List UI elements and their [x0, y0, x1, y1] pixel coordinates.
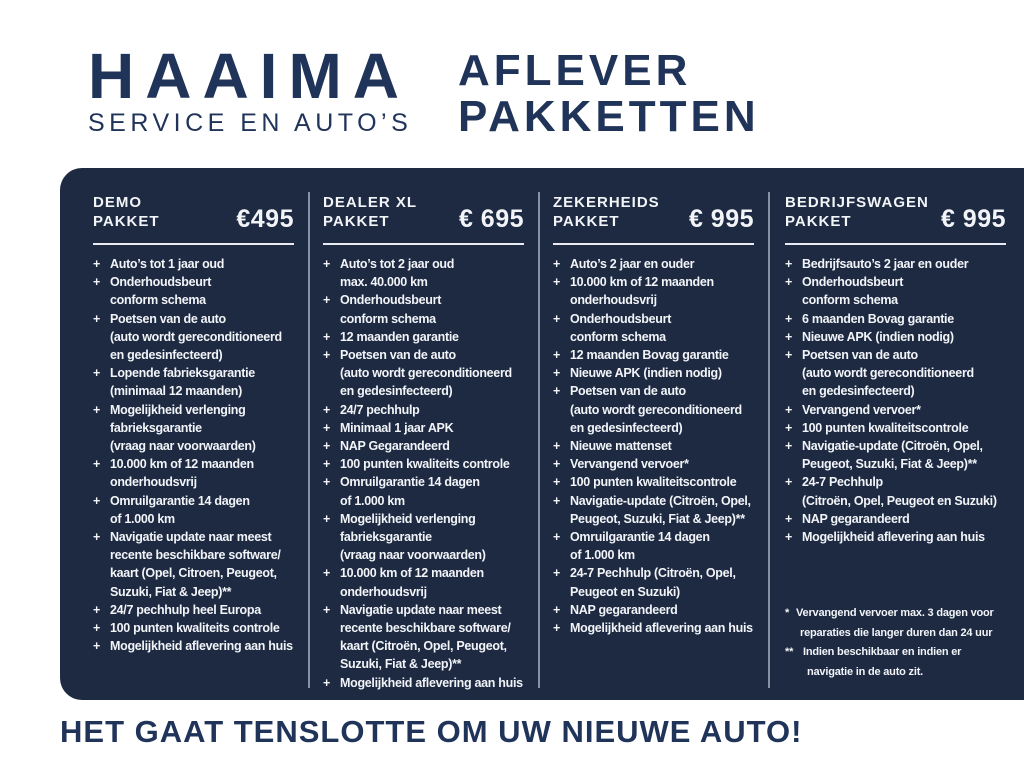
- package-item-line: (auto wordt gereconditioneerd: [802, 366, 974, 381]
- plus-bullet-icon: +: [93, 402, 100, 417]
- package-item-line: Navigatie-update (Citroën, Opel,: [802, 439, 983, 454]
- package-item-line: 10.000 km of 12 maanden: [570, 275, 714, 290]
- package-price: €495: [236, 205, 294, 233]
- package-item: [785, 310, 1010, 328]
- package-item: [553, 564, 758, 600]
- footnote: [785, 643, 1010, 682]
- package-item: [323, 674, 528, 692]
- package-item-line: en gedesinfecteerd): [110, 348, 223, 363]
- plus-bullet-icon: +: [785, 329, 792, 344]
- package-title-line: PAKKET: [785, 213, 852, 230]
- plus-bullet-icon: +: [93, 275, 100, 290]
- package-item-line: Mogelijkheid aflevering aan huis: [340, 675, 523, 690]
- package-header: [553, 193, 754, 245]
- package-price: € 695: [458, 205, 524, 233]
- plus-bullet-icon: +: [93, 621, 100, 636]
- plus-bullet-icon: +: [323, 420, 330, 435]
- plus-bullet-icon: +: [323, 329, 330, 344]
- package-item-line: fabrieksgarantie: [110, 420, 202, 435]
- package-item: [93, 364, 298, 400]
- plus-bullet-icon: +: [785, 530, 792, 545]
- plus-bullet-icon: +: [553, 311, 560, 326]
- package-item: [553, 619, 758, 637]
- package-item-line: Onderhoudsbeurt: [340, 293, 442, 308]
- package-item: [93, 401, 298, 456]
- package-item-line: kaart (Citroën, Opel, Peugeot,: [340, 639, 507, 654]
- package-column: [768, 168, 1024, 700]
- plus-bullet-icon: +: [93, 257, 100, 271]
- plus-bullet-icon: +: [785, 311, 792, 326]
- package-title: [323, 193, 417, 231]
- plus-bullet-icon: +: [553, 602, 560, 617]
- package-item: [323, 437, 528, 455]
- package-item-line: en gedesinfecteerd): [802, 384, 915, 399]
- package-column: [60, 168, 308, 700]
- package-item-list: [323, 255, 528, 692]
- package-title-line: PAKKET: [553, 213, 620, 230]
- package-item-line: 12 maanden garantie: [340, 329, 459, 344]
- package-item-line: Peugeot en Suzuki): [570, 584, 680, 599]
- package-item: [785, 401, 1010, 419]
- package-item-line: Onderhoudsbeurt: [110, 275, 212, 290]
- plus-bullet-icon: +: [785, 275, 792, 290]
- package-item-line: 24-7 Pechhulp: [802, 475, 883, 490]
- package-price: € 995: [940, 205, 1006, 233]
- plus-bullet-icon: +: [323, 602, 330, 617]
- package-item-line: NAP gegarandeerd: [570, 602, 678, 617]
- package-item-line: Poetsen van de auto: [110, 311, 226, 326]
- footer-slogan: HET GAAT TENSLOTTE OM UW NIEUWE AUTO!: [60, 714, 803, 749]
- page-title-line1: AFLEVER: [458, 46, 692, 95]
- package-item-line: max. 40.000 km: [340, 275, 428, 290]
- package-header: [93, 193, 294, 245]
- plus-bullet-icon: +: [785, 402, 792, 417]
- package-item: [553, 492, 758, 528]
- plus-bullet-icon: +: [553, 366, 560, 381]
- brand-logo: [88, 40, 413, 140]
- package-title-line: PAKKET: [323, 213, 390, 230]
- package-item-line: Peugeot, Suzuki, Fiat & Jeep)**: [802, 457, 977, 472]
- package-item: [553, 601, 758, 619]
- plus-bullet-icon: +: [323, 475, 330, 490]
- package-item: [785, 528, 1010, 546]
- package-item: [93, 492, 298, 528]
- package-item-line: Navigatie update naar meest: [340, 602, 502, 617]
- plus-bullet-icon: +: [785, 420, 792, 435]
- package-item-line: 100 punten kwaliteits controle: [110, 621, 280, 636]
- brand-name: HAAIMA: [88, 40, 410, 112]
- package-item: [323, 255, 528, 291]
- page-title: [458, 48, 760, 140]
- plus-bullet-icon: +: [93, 639, 100, 654]
- plus-bullet-icon: +: [785, 511, 792, 526]
- package-item-line: 100 punten kwaliteitscontrole: [802, 420, 969, 435]
- package-item: [323, 455, 528, 473]
- package-item-line: of 1.000 km: [340, 493, 405, 508]
- package-item: [553, 310, 758, 346]
- package-item-line: of 1.000 km: [570, 548, 635, 563]
- package-item-line: conform schema: [802, 293, 898, 308]
- package-item: [323, 601, 528, 674]
- package-item-line: 6 maanden Bovag garantie: [802, 311, 954, 326]
- package-item: [553, 382, 758, 437]
- footnote: [785, 604, 1010, 643]
- package-item-line: Auto’s tot 2 jaar oud: [340, 257, 455, 271]
- plus-bullet-icon: +: [323, 566, 330, 581]
- package-item-line: (auto wordt gereconditioneerd: [110, 329, 282, 344]
- footnote-line: navigatie in de auto zit.: [807, 665, 924, 678]
- package-item: [553, 273, 758, 309]
- plus-bullet-icon: +: [323, 511, 330, 526]
- package-title-line: DEALER XL: [323, 194, 418, 211]
- package-item-line: onderhoudsvrij: [570, 293, 657, 308]
- plus-bullet-icon: +: [553, 621, 560, 636]
- plus-bullet-icon: +: [93, 602, 100, 617]
- package-title-line: ZEKERHEIDS: [553, 194, 660, 211]
- footnote-line: reparaties die langer duren dan 24 uur: [800, 626, 993, 639]
- package-item-line: NAP Gegarandeerd: [340, 439, 450, 454]
- package-item: [323, 419, 528, 437]
- plus-bullet-icon: +: [93, 530, 100, 545]
- package-title-line: BEDRIJFSWAGEN: [785, 194, 929, 211]
- package-item: [323, 564, 528, 600]
- package-item-line: 12 maanden Bovag garantie: [570, 348, 729, 363]
- plus-bullet-icon: +: [93, 311, 100, 326]
- package-item-line: Peugeot, Suzuki, Fiat & Jeep)**: [570, 511, 745, 526]
- plus-bullet-icon: +: [553, 257, 560, 271]
- package-item-line: 10.000 km of 12 maanden: [340, 566, 484, 581]
- plus-bullet-icon: +: [553, 439, 560, 454]
- package-item-line: Mogelijkheid aflevering aan huis: [570, 621, 753, 636]
- package-item-line: Nieuwe APK (indien nodig): [570, 366, 722, 381]
- package-item-line: (auto wordt gereconditioneerd: [570, 402, 742, 417]
- packages-panel: [60, 168, 1024, 700]
- plus-bullet-icon: +: [323, 402, 330, 417]
- plus-bullet-icon: +: [553, 475, 560, 490]
- package-item-line: Mogelijkheid aflevering aan huis: [110, 639, 293, 654]
- package-item-line: Vervangend vervoer*: [802, 402, 921, 417]
- package-item: [785, 510, 1010, 528]
- package-item: [785, 328, 1010, 346]
- package-item-line: Minimaal 1 jaar APK: [340, 420, 454, 435]
- package-item-line: (vraag naar voorwaarden): [110, 439, 256, 454]
- package-item-line: Vervangend vervoer*: [570, 457, 689, 472]
- package-item: [785, 273, 1010, 309]
- package-item-line: Lopende fabrieksgarantie: [110, 366, 255, 381]
- package-item-line: Auto’s 2 jaar en ouder: [570, 257, 695, 271]
- package-item: [553, 255, 758, 273]
- package-item: [93, 255, 298, 273]
- package-title-line: DEMO: [93, 194, 142, 211]
- package-item-list: [553, 255, 758, 637]
- package-item-line: Onderhoudsbeurt: [570, 311, 672, 326]
- package-item: [93, 528, 298, 601]
- package-item: [785, 255, 1010, 273]
- package-price: € 995: [688, 205, 754, 233]
- package-item-line: Navigatie-update (Citroën, Opel,: [570, 493, 751, 508]
- package-item: [323, 346, 528, 401]
- package-item: [785, 346, 1010, 401]
- package-item: [93, 601, 298, 619]
- package-item-line: NAP gegarandeerd: [802, 511, 910, 526]
- plus-bullet-icon: +: [553, 384, 560, 399]
- plus-bullet-icon: +: [785, 257, 792, 271]
- package-item-line: (Citroën, Opel, Peugeot en Suzuki): [802, 493, 997, 508]
- package-item-line: of 1.000 km: [110, 511, 175, 526]
- package-item: [323, 401, 528, 419]
- package-item-line: onderhoudsvrij: [110, 475, 197, 490]
- package-item-line: conform schema: [570, 329, 666, 344]
- plus-bullet-icon: +: [553, 530, 560, 545]
- package-item-list: [93, 255, 298, 655]
- package-item-line: recente beschikbare software/: [340, 621, 511, 636]
- brand-tagline: SERVICE EN AUTO’S: [88, 109, 413, 137]
- package-item-line: kaart (Opel, Citroen, Peugeot,: [110, 566, 277, 581]
- package-item-line: recente beschikbare software/: [110, 548, 281, 563]
- package-item-line: Mogelijkheid verlenging: [110, 402, 246, 417]
- package-item-line: Suzuki, Fiat & Jeep)**: [340, 657, 462, 672]
- package-item: [93, 637, 298, 655]
- package-item: [553, 346, 758, 364]
- package-item: [553, 473, 758, 491]
- package-item-line: Nieuwe APK (indien nodig): [802, 329, 954, 344]
- package-item-line: 24/7 pechhulp: [340, 402, 420, 417]
- package-item-line: en gedesinfecteerd): [340, 384, 453, 399]
- package-title: [553, 193, 660, 231]
- plus-bullet-icon: +: [553, 275, 560, 290]
- package-item-line: Mogelijkheid verlenging: [340, 511, 476, 526]
- plus-bullet-icon: +: [93, 366, 100, 381]
- package-item: [323, 510, 528, 565]
- plus-bullet-icon: +: [785, 439, 792, 454]
- package-item-line: Navigatie update naar meest: [110, 530, 272, 545]
- plus-bullet-icon: +: [323, 293, 330, 308]
- package-item-line: en gedesinfecteerd): [570, 420, 683, 435]
- package-item: [93, 273, 298, 309]
- plus-bullet-icon: +: [553, 493, 560, 508]
- package-title: [93, 193, 160, 231]
- package-item-line: 100 punten kwaliteitscontrole: [570, 475, 737, 490]
- package-item-line: (auto wordt gereconditioneerd: [340, 366, 512, 381]
- package-item: [323, 291, 528, 327]
- plus-bullet-icon: +: [323, 675, 330, 690]
- plus-bullet-icon: +: [553, 566, 560, 581]
- plus-bullet-icon: +: [323, 439, 330, 454]
- plus-bullet-icon: +: [785, 348, 792, 363]
- package-header: [323, 193, 524, 245]
- package-item-line: Omruilgarantie 14 dagen: [340, 475, 480, 490]
- package-item-line: Onderhoudsbeurt: [802, 275, 904, 290]
- package-item-line: 24/7 pechhulp heel Europa: [110, 602, 261, 617]
- package-item-line: conform schema: [110, 293, 206, 308]
- plus-bullet-icon: +: [93, 457, 100, 472]
- package-title: [785, 193, 929, 231]
- package-item: [323, 473, 528, 509]
- package-item-line: Poetsen van de auto: [340, 348, 456, 363]
- package-item-line: 24-7 Pechhulp (Citroën, Opel,: [570, 566, 736, 581]
- footnote-line: Vervangend vervoer max. 3 dagen voor: [796, 607, 994, 619]
- package-item-line: (vraag naar voorwaarden): [340, 548, 486, 563]
- package-item: [93, 619, 298, 637]
- footnote-marker: *: [785, 607, 790, 619]
- package-item: [93, 310, 298, 365]
- package-item-list: [785, 255, 1010, 546]
- plus-bullet-icon: +: [553, 457, 560, 472]
- package-item-line: fabrieksgarantie: [340, 530, 432, 545]
- package-item-line: Omruilgarantie 14 dagen: [110, 493, 250, 508]
- package-item: [785, 473, 1010, 509]
- package-item-line: Bedrijfsauto’s 2 jaar en ouder: [802, 257, 969, 271]
- package-item: [553, 455, 758, 473]
- package-item-line: onderhoudsvrij: [340, 584, 427, 599]
- plus-bullet-icon: +: [323, 348, 330, 363]
- plus-bullet-icon: +: [553, 348, 560, 363]
- package-item: [93, 455, 298, 491]
- package-item-line: Poetsen van de auto: [802, 348, 918, 363]
- package-title-line: PAKKET: [93, 213, 160, 230]
- package-item-line: Mogelijkheid aflevering aan huis: [802, 530, 985, 545]
- package-item: [785, 419, 1010, 437]
- package-item: [553, 364, 758, 382]
- package-item: [785, 437, 1010, 473]
- package-item-line: Omruilgarantie 14 dagen: [570, 530, 710, 545]
- package-item-line: (minimaal 12 maanden): [110, 384, 242, 399]
- package-item: [323, 328, 528, 346]
- plus-bullet-icon: +: [323, 257, 330, 271]
- package-item-line: conform schema: [340, 311, 436, 326]
- package-column: [308, 168, 538, 700]
- package-item: [553, 528, 758, 564]
- plus-bullet-icon: +: [323, 457, 330, 472]
- footnotes: [785, 604, 1010, 686]
- page-title-line2: PAKKETTEN: [458, 92, 760, 141]
- package-header: [785, 193, 1006, 245]
- package-item-line: 10.000 km of 12 maanden: [110, 457, 254, 472]
- plus-bullet-icon: +: [785, 475, 792, 490]
- package-item-line: Nieuwe mattenset: [570, 439, 672, 454]
- package-item-line: Poetsen van de auto: [570, 384, 686, 399]
- footnote-line: Indien beschikbaar en indien er: [803, 646, 962, 658]
- package-column: [538, 168, 768, 700]
- package-item: [553, 437, 758, 455]
- package-item-line: Suzuki, Fiat & Jeep)**: [110, 584, 232, 599]
- footnote-marker: **: [785, 646, 794, 658]
- package-item-line: Auto’s tot 1 jaar oud: [110, 257, 225, 271]
- package-item-line: 100 punten kwaliteits controle: [340, 457, 510, 472]
- plus-bullet-icon: +: [93, 493, 100, 508]
